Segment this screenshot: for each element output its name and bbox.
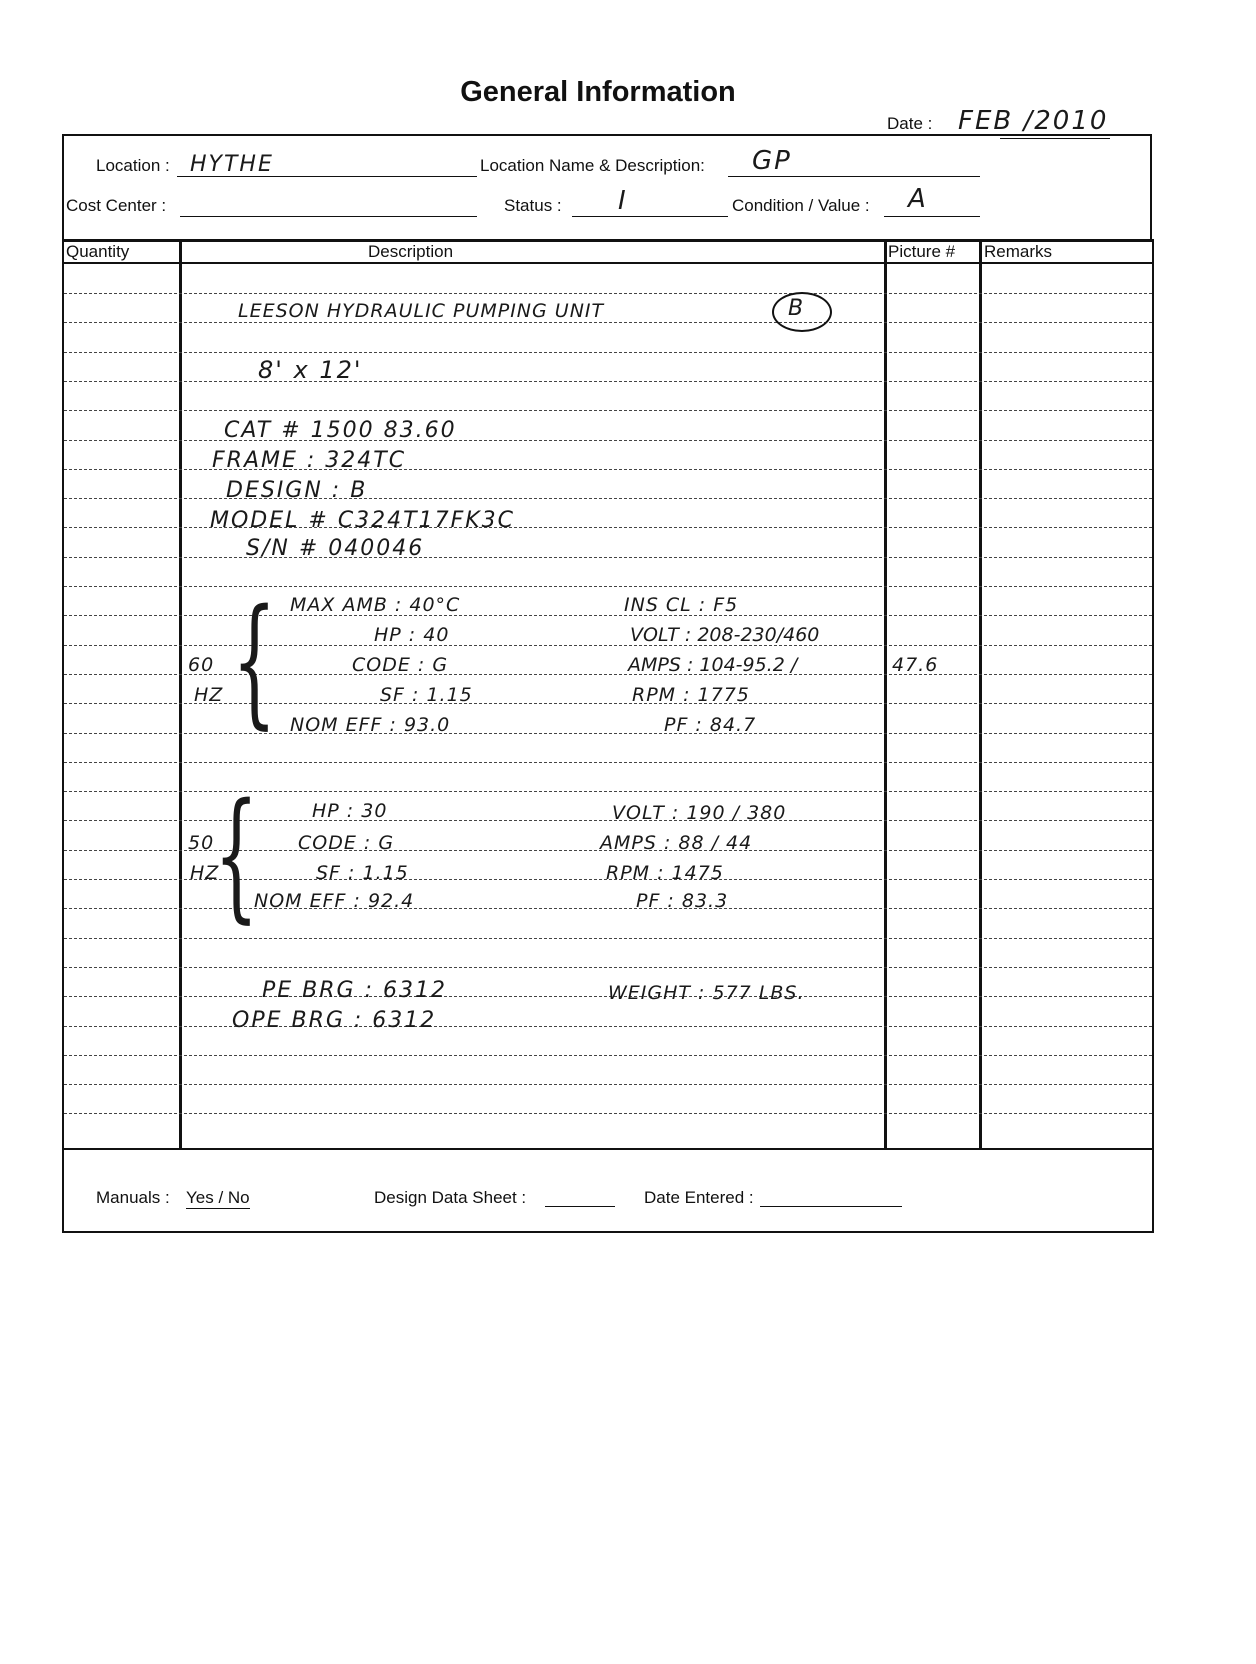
design-data-sheet-label: Design Data Sheet : [374,1188,527,1207]
entry-pe-brg: PE BRG : 6312 [262,978,447,1003]
ruled-line [64,674,1152,675]
ruled-line [64,967,1152,968]
column-header-remarks: Remarks [984,242,1053,261]
hz50-nom-eff: NOM EFF : 92.4 [254,890,415,912]
qty-60: 60 [188,654,215,676]
header-box [62,134,1152,242]
column-divider-description [884,239,887,1150]
hz60-code: CODE : G [352,654,449,676]
ruled-line [64,615,1152,616]
qty-60-hz: HZ [194,684,224,706]
entry-size: 8' x 12' [258,356,363,384]
hz60-hp: HP : 40 [374,624,450,646]
ruled-line [64,322,1152,323]
entry-cat: CAT # 1500 83.60 [224,418,457,443]
design-data-sheet-field [545,1188,615,1207]
hz50-amps: AMPS : 88 / 44 [600,832,753,854]
location-label: Location : [96,156,170,175]
column-divider-quantity [179,239,182,1150]
date-label: Date : [887,114,933,133]
date-entered-label: Date Entered : [644,1188,754,1207]
hz50-volt: VOLT : 190 / 380 [612,802,787,824]
hz60-ins-cl: INS CL : F5 [624,594,739,616]
ruled-line [64,381,1152,382]
condition-value: A [908,184,928,214]
brace-60hz: { [232,580,277,743]
entry-frame: FRAME : 324TC [212,448,407,473]
ruled-line [64,1026,1152,1027]
cost-center-label: Cost Center : [66,196,167,215]
ruled-line [64,410,1152,411]
date-entered-field [760,1188,902,1207]
column-header-description: Description [368,242,454,261]
entry-sn: S/N # 040046 [246,536,425,561]
hz60-pf: PF : 84.7 [664,714,757,736]
entry-model: MODEL # C324T17FK3C [210,508,516,533]
status-label: Status : [504,196,562,215]
location-name-value: GP [752,146,792,176]
ruled-line [64,645,1152,646]
manuals-value: Yes / No [186,1188,250,1207]
location-name-label: Location Name & Description: [480,156,705,175]
ruled-line [64,352,1152,353]
brace-50hz: { [214,774,259,937]
ruled-line [64,733,1152,734]
hz60-max-amb: MAX AMB : 40°C [290,594,461,616]
qty-50: 50 [188,832,215,854]
column-header-quantity: Quantity [66,242,130,261]
column-header-divider [62,262,1154,264]
column-divider-picture [979,239,982,1150]
hz60-amps-extra: 47.6 [892,654,939,676]
hz50-code: CODE : G [298,832,395,854]
hz60-volt: VOLT : 208-230/460 [630,624,820,646]
ruled-line [64,938,1152,939]
entry-line-1-circle: B [788,296,806,321]
entry-ope-brg: OPE BRG : 6312 [232,1008,437,1033]
hz60-rpm: RPM : 1775 [632,684,750,706]
ruled-line [64,1113,1152,1114]
manuals-label: Manuals : [96,1188,170,1207]
status-value: I [618,186,628,216]
ruled-line [64,586,1152,587]
ruled-line [64,1084,1152,1085]
ruled-line [64,557,1152,558]
condition-field [884,192,980,217]
cost-center-field [180,192,477,217]
hz50-hp: HP : 30 [312,800,388,822]
hz60-nom-eff: NOM EFF : 93.0 [290,714,451,736]
hz50-rpm: RPM : 1475 [606,862,724,884]
status-field [572,192,728,217]
hz60-amps: AMPS : 104-95.2 / [628,654,798,676]
ruled-line [64,762,1152,763]
ruled-line [64,293,1152,294]
hz50-sf: SF : 1.15 [316,862,409,884]
footer-divider [62,1148,1154,1150]
column-header-picture: Picture # [888,242,956,261]
page-title: General Information [460,76,736,108]
ruled-line [64,703,1152,704]
condition-label: Condition / Value : [732,196,870,215]
hz60-sf: SF : 1.15 [380,684,473,706]
entry-weight: WEIGHT : 577 LBS. [608,982,805,1004]
entry-design: DESIGN : B [226,478,368,503]
ruled-line [64,1055,1152,1056]
entry-line-1: LEESON HYDRAULIC PUMPING UNIT [238,300,605,322]
qty-50-hz: HZ [190,862,220,884]
location-value: HYTHE [190,152,274,177]
date-value: FEB /2010 [958,106,1109,136]
hz50-pf: PF : 83.3 [636,890,729,912]
